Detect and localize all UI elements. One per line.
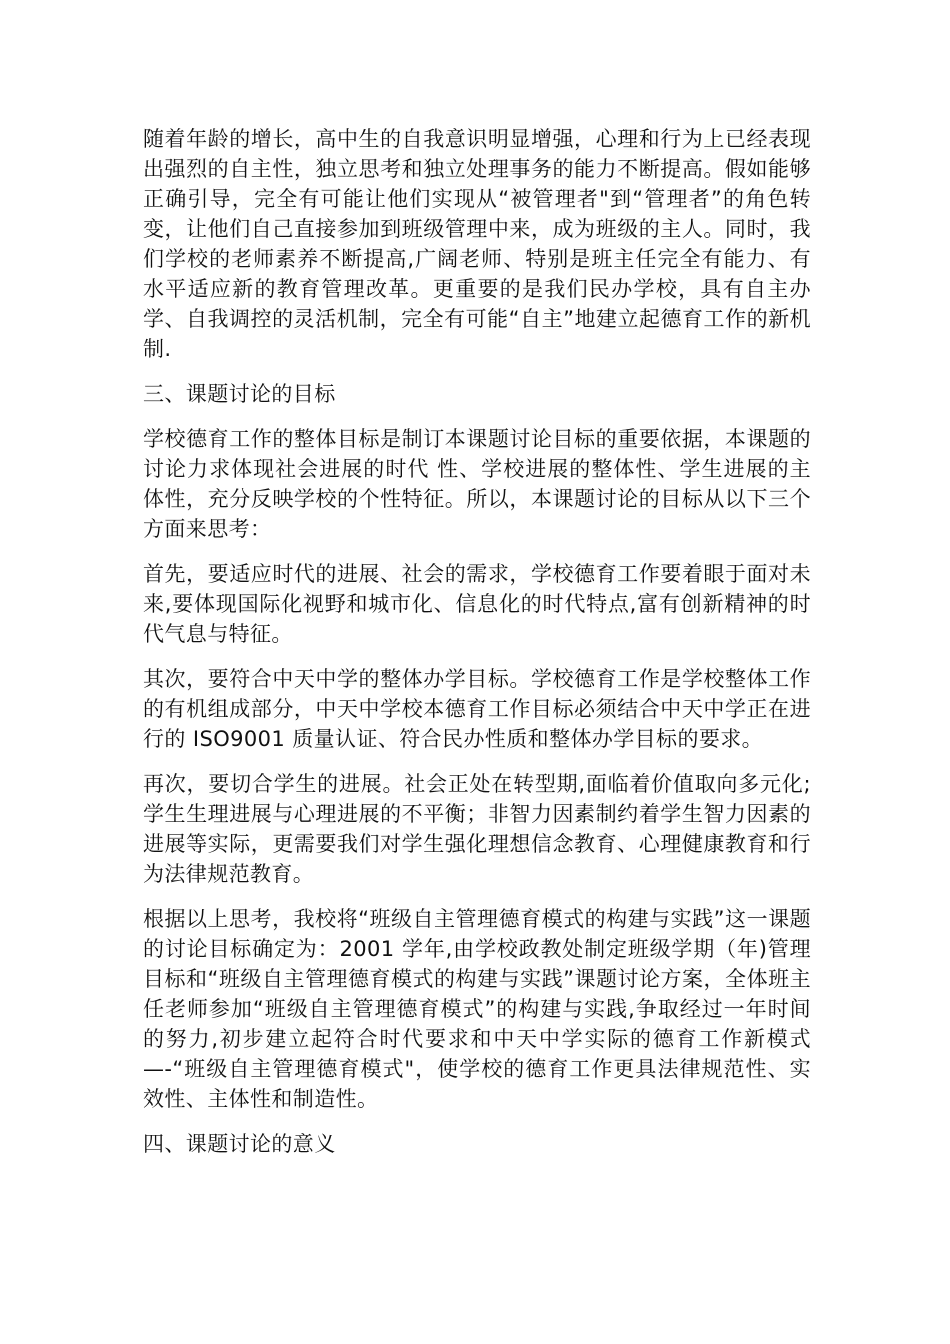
- paragraph-first: 首先，要适应时代的进展、社会的需求，学校德育工作要着眼于面对未来,要体现国际化视野和城市化、信息化的时代特点,富有创新精神的时代气息与特征。: [143, 562, 811, 646]
- document-page: [143, 124, 811, 1174]
- section-heading-objectives: 三、课题讨论的目标: [143, 382, 336, 406]
- paragraph-objectives-intro: 学校德育工作的整体目标是制订本课题讨论目标的重要依据，本课题的讨论力求体现社会进展的时代 性、学校进展的整体性、学生进展的主体性，充分反映学校的个性特征。所以，本课题讨论的目标从以下三个方面来思考：: [143, 427, 811, 541]
- section-heading-significance: 四、课题讨论的意义: [143, 1132, 336, 1156]
- paragraph-background: 随着年龄的增长，高中生的自我意识明显增强，心理和行为上已经表现出强烈的自主性，独立思考和独立处理事务的能力不断提高。假如能够正确引导，完全有可能让他们实现从“被管理者"到“管理者”的角色转变，让他们自己直接参加到班级管理中来，成为班级的主人。同时，我们学校的老师素养不断提高,广阔老师、特别是班主任完全有能力、有水平适应新的教育管理改革。更重要的是我们民办学校，具有自主办学、自我调控的灵活机制，完全有可能“自主”地建立起德育工作的新机制.: [143, 127, 811, 361]
- paragraph-second: 其次，要符合中天中学的整体办学目标。学校德育工作是学校整体工作的有机组成部分，中天中学校本德育工作目标必须结合中天中学正在进行的 ISO9001 质量认证、符合民办性质和整体办学目标的要求。: [143, 667, 811, 751]
- paragraph-conclusion: 根据以上思考，我校将“班级自主管理德育模式的构建与实践”这一课题的讨论目标确定为：2001 学年,由学校政教处制定班级学期（年)管理目标和“班级自主管理德育模式的构建与实践”课题讨论方案，全体班主任老师参加“班级自主管理德育模式”的构建与实践,争取经过一年时间的努力,初步建立起符合时代要求和中天中学实际的德育工作新模式—-“班级自主管理德育模式"，使学校的德育工作更具法律规范性、实效性、主体性和制造性。: [143, 907, 811, 1111]
- paragraph-third: 再次，要切合学生的进展。社会正处在转型期,面临着价值取向多元化;学生生理进展与心理进展的不平衡；非智力因素制约着学生智力因素的进展等实际，更需要我们对学生强化理想信念教育、心理健康教育和行为法律规范教育。: [143, 772, 811, 886]
